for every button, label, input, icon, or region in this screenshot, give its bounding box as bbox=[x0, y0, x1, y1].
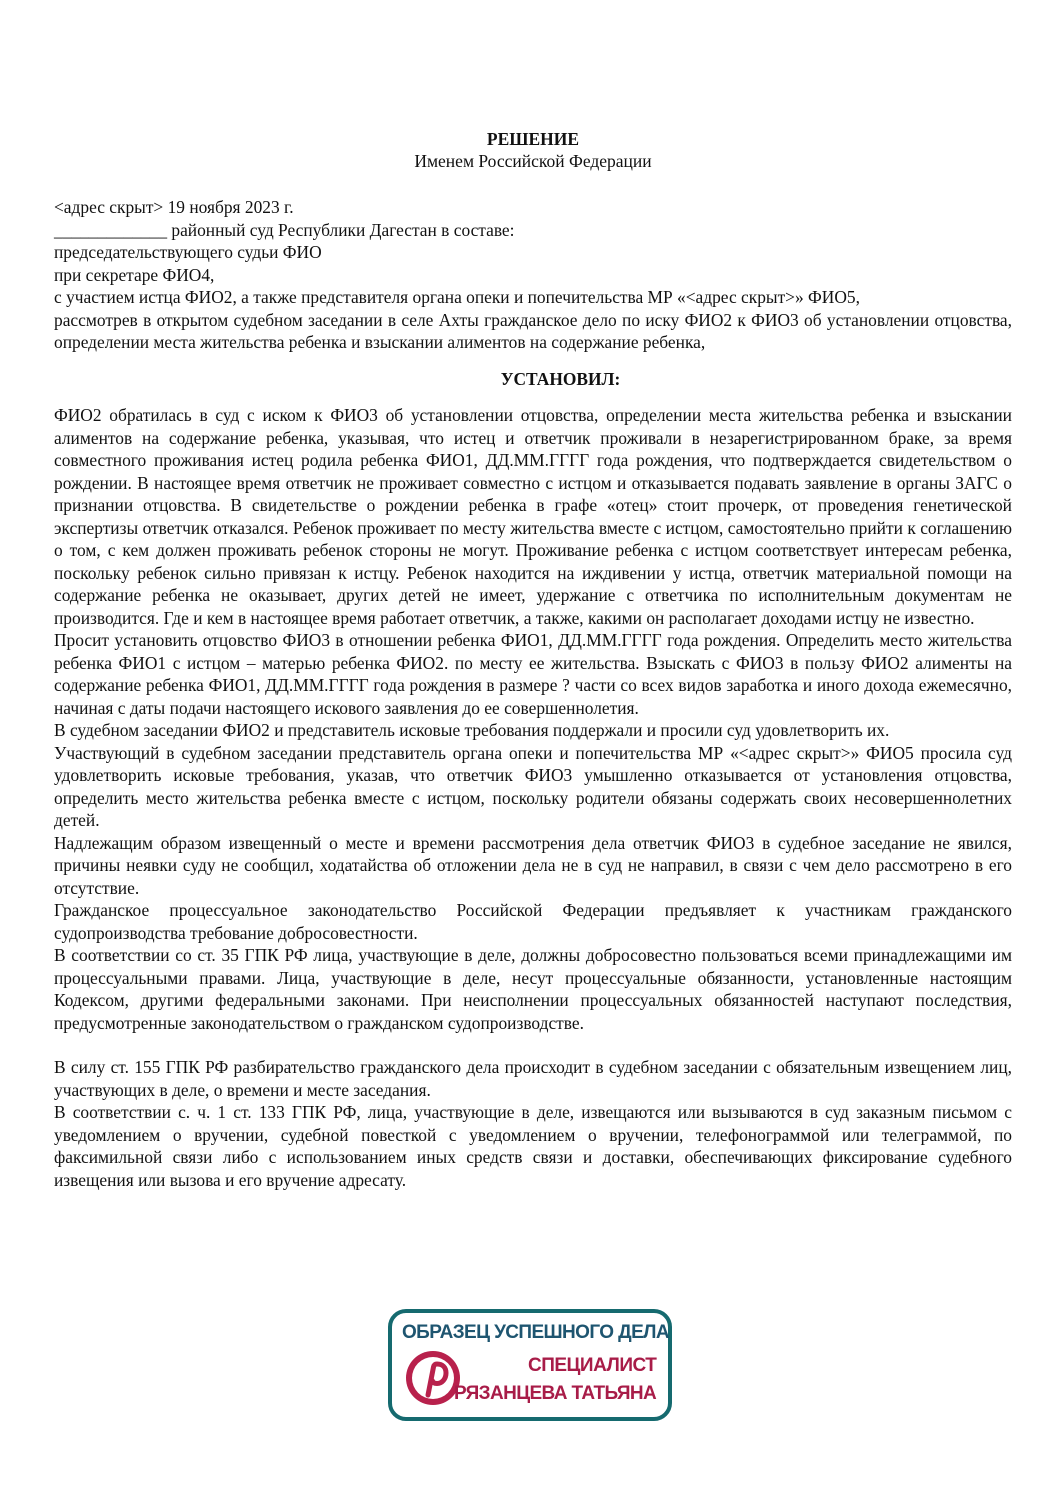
stamp-title: ОБРАЗЕЦ УСПЕШНОГО ДЕЛА bbox=[402, 1322, 669, 1343]
intro-line-participants: с участием истца ФИО2, а также представителя органа опеки и попечительства МР «<адрес скрыт>» ФИО5, bbox=[54, 287, 860, 307]
intro-line-judge: председательствующего судьи ФИО bbox=[54, 242, 322, 262]
spacer bbox=[54, 1034, 1012, 1056]
paragraph-article-155: В силу ст. 155 ГПК РФ разбирательство гражданского дела происходит в судебном заседании с обязательным извещением лиц, участвующих в деле, о времени и месте заседания. bbox=[54, 1057, 1012, 1100]
paragraph-article-133: В соответствии с. ч. 1 ст. 133 ГПК РФ, лица, участвующие в деле, извещаются или вызываются в суд заказным письмом с уведомлением о вручении, судебной повесткой с уведомлением о вручении, телефонограммой или телеграммой, по факсимильной связи либо с использованием иных средств связи и доставки, обеспечивающих фиксирование судебного извещения или вызова и его вручение адресату. bbox=[54, 1102, 1012, 1190]
court-decision-document bbox=[54, 128, 1012, 1191]
stamp-role: СПЕЦИАЛИСТ bbox=[528, 1355, 657, 1376]
document-title: РЕШЕНИЕ bbox=[486, 129, 580, 149]
stamp-specialist-name: РЯЗАНЦЕВА ТАТЬЯНА bbox=[454, 1383, 657, 1404]
spacer bbox=[54, 354, 1012, 368]
sample-case-stamp bbox=[388, 1309, 672, 1421]
section-heading-ustanovil: УСТАНОВИЛ: bbox=[500, 368, 621, 389]
paragraph-article-35: В соответствии со ст. 35 ГПК РФ лица, участвующие в деле, должны добросовестно пользоваться всеми принадлежащими им процессуальными правами. Лица, участвующие в деле, несут процессуальные обязанности, установленные настоящим Кодексом, другими федеральными законами. При неисполнении процессуальных обязанностей наступают последствия, предусмотренные законодательством о гражданском судопроизводстве. bbox=[54, 945, 1012, 1033]
paragraph-good-faith: Гражданское процессуальное законодательство Российской Федерации предъявляет к участникам гражданского судопроизводства требование добросовестности. bbox=[54, 900, 1012, 943]
intro-line-place-date: <адрес скрыт> 19 ноября 2023 г. bbox=[54, 197, 294, 217]
spacer bbox=[54, 172, 1012, 196]
document-subtitle: Именем Российской Федерации bbox=[414, 151, 652, 171]
paragraph-hearing: В судебном заседании ФИО2 и представитель исковые требования поддержали и просили суд удовлетворить их. bbox=[54, 720, 890, 740]
paragraph-defendant-absent: Надлежащим образом извещенный о месте и времени рассмотрения дела ответчик ФИО3 в судебное заседание не явился, причины неявки суду не сообщил, ходатайства об отложении дела не в суд не направил, в связи с чем дело рассмотрено в его отсутствие. bbox=[54, 832, 1012, 898]
paragraph-guardianship: Участвующий в судебном заседании представитель органа опеки и попечительства МР «<адрес скрыт>» ФИО5 просила суд удовлетворить исковые требования, указав, что ответчик ФИО3 умышленно отказывается от установления отцовства, определить место жительства ребенка вместе с истцом, поскольку родители обязаны содержать своих несовершеннолетних детей. bbox=[54, 742, 1012, 830]
paragraph-request: Просит установить отцовство ФИО3 в отношении ребенка ФИО1, ДД.ММ.ГГГГ года рождения. Определить место жительства ребенка ФИО1 с истцом – матерью ребенка ФИО2. по месту ее жительства. Взыскать с ФИО3 в пользу ФИО2 алименты на содержание ребенка ФИО1, ДД.ММ.ГГГГ года рождения в размере ? части со всех видов заработка и иного дохода ежемесячно, начиная с даты подачи настоящего искового заявления до ее совершеннолетия. bbox=[54, 630, 1012, 718]
intro-line-secretary: при секретаре ФИО4, bbox=[54, 264, 215, 285]
spacer bbox=[54, 390, 1012, 404]
paragraph-claim: ФИО2 обратилась в суд с иском к ФИО3 об установлении отцовства, определении места жительства ребенка и взыскании алиментов на содержание ребенка, указывая, что истец и ответчик проживали в незарегистрированном браке, за время совместного проживания истец родила ребенка ФИО1, ДД.ММ.ГГГГ года рождения, что подтверждается свидетельством о рождении. В настоящее время ответчик не проживает совместно с истцом и отказывается подавать заявление в органы ЗАГС о признании отцовства. В свидетельстве о рождении ребенка в графе «отец» стоит прочерк, от проведения генетической экспертизы ответчик отказался. Ребенок проживает по месту жительства вместе с истцом, самостоятельно прийти к соглашению о том, с кем должен проживать ребенок стороны не могут. Проживание ребенка с истцом соответствует интересам ребенка, поскольку ребенок сильно привязан к истцу. Ребенок находится на иждивении у истца, ответчик материальной помощи на содержание ребенка не оказывает, других детей не имеет, удержание с ответчика по исполнительным документам не производится. Где и кем в настоящее время работает ответчик, а также, какими он располагает доходами истцу не известно. bbox=[54, 405, 1012, 628]
intro-line-court: _____________ районный суд Республики Дагестан в составе: bbox=[54, 219, 515, 240]
intro-paragraph-case: рассмотрев в открытом судебном заседании в селе Ахты гражданское дело по иску ФИО2 к ФИО3 об установлении отцовства, определении места жительства ребенка и взыскании алиментов на содержание ребенка, bbox=[54, 309, 1012, 352]
